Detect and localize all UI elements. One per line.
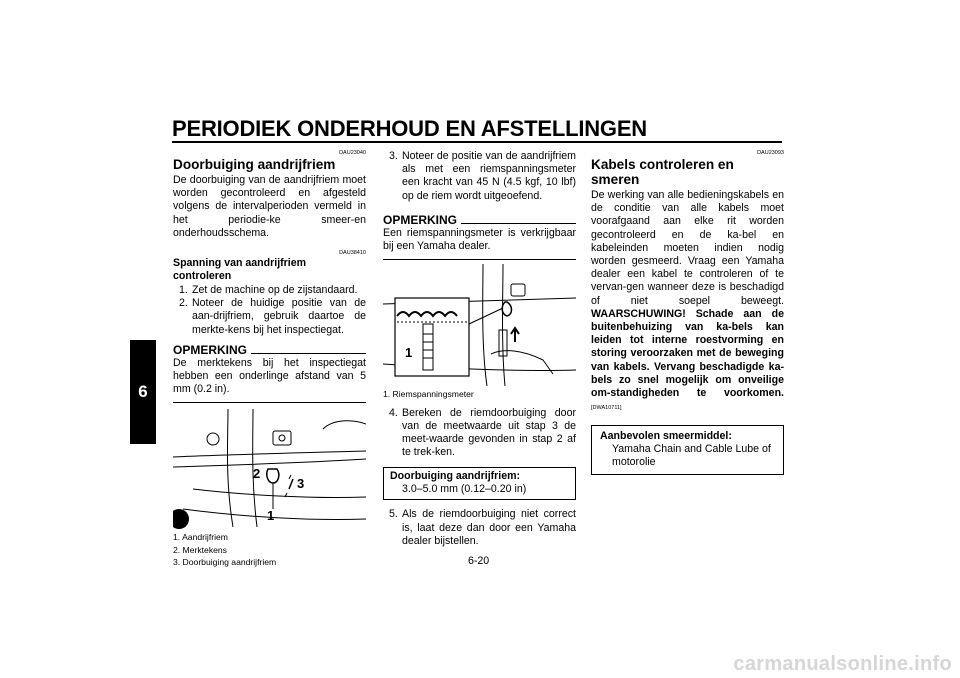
cable-paragraph [591, 189, 784, 415]
note-end-rule [173, 402, 366, 403]
list-item [173, 297, 366, 337]
figure-label-2: 2 [253, 466, 261, 482]
spec-value: 3.0–5.0 mm (0.12–0.20 in) [402, 483, 527, 496]
subsection-heading: Spanning van aandrijfriem controleren [173, 257, 307, 283]
tension-gauge-figure [383, 264, 576, 386]
figure-caption: 1. Riemspanningsmeter [383, 389, 474, 400]
list-item [383, 150, 576, 203]
step-text: Bereken de riemdoorbuiging door van de meetwaarde uit stap 3 de meet-waarde gevonden in stap 2 af te trek-ken. [402, 406, 576, 459]
step-text: Noteer de huidige positie van de aan-drijfriem, gebruik daartoe de merkte-kens bij het inspectiegat. [192, 297, 366, 336]
section-heading: Kabels controleren en smeren [591, 157, 734, 187]
watermark: carmanualsonline.info [733, 653, 952, 675]
column-1 [173, 150, 366, 569]
cable-body: De werking van alle bedieningskabels en de conditie van alle kabels moet voorafgaand aan elke rit worden gecontroleerd en de ka-bel en kabeleinden moeten indien nodig worden gesmeerd. Vraag een Yamaha dealer een kabel te controleren of te vervan-gen wanneer deze is beschadigd of niet soepel beweegt. [591, 189, 784, 307]
intro-paragraph: De doorbuiging van de aandrijfriem moet worden gecontroleerd en afgesteld volgens de intervalperioden vermeld in het periodie-ke smeer-en onderhoudsschema. [173, 174, 366, 239]
caption: 2. Merktekens [173, 544, 227, 555]
step-list [173, 284, 366, 337]
subsection-code: DAU38410 [339, 250, 366, 257]
spec-title: Doorbuiging aandrijfriem: [390, 470, 521, 483]
belt-figure [173, 409, 366, 529]
tension-gauge-illustration [383, 264, 576, 386]
page-title: PERIODIEK ONDERHOUD EN AFSTELLINGEN [172, 116, 647, 141]
note-rule [251, 353, 366, 354]
figure-label-1: 1 [267, 508, 275, 524]
lubricant-title: Aanbevolen smeermiddel: [600, 430, 732, 443]
caption: 1. Aandrijfriem [173, 532, 228, 543]
title-rule [172, 141, 782, 143]
lubricant-value: Yamaha Chain and Cable Lube of motorolie [612, 443, 771, 469]
step-text: Als de riemdoorbuiging niet correct is, laat deze dan door een Yamaha dealer bijstellen. [402, 508, 576, 547]
list-item [173, 284, 366, 297]
note-text: Een riemspanningsmeter is verkrijgbaar bij een Yamaha dealer. [383, 226, 576, 253]
list-item [383, 407, 576, 460]
step-number: 3. [389, 150, 398, 162]
step-text: Zet de machine op de zijstandaard. [192, 284, 358, 297]
step-list [383, 508, 576, 548]
note-heading [173, 343, 366, 357]
note-label: OPMERKING [383, 212, 458, 227]
note-rule [461, 223, 576, 224]
caption: 3. Doorbuiging aandrijfriem [173, 557, 277, 568]
chapter-tab: 6 [130, 340, 156, 444]
step-list [383, 150, 576, 203]
column-3 [591, 150, 784, 475]
list-item [383, 508, 576, 548]
lubricant-box [591, 425, 784, 475]
figure-label-3: 3 [297, 476, 305, 492]
page-number: 6-20 [468, 555, 490, 567]
warning-code: [DWA10711] [591, 405, 622, 412]
step-list [383, 407, 576, 460]
spec-box [383, 467, 576, 500]
step-number: 4. [389, 406, 398, 419]
note-end-rule [383, 259, 576, 260]
step-number: 5. [389, 508, 398, 521]
step-number: 1. [179, 284, 188, 297]
step-number: 2. [179, 297, 188, 310]
note-text: De merktekens bij het inspectiegat hebben een onderlinge afstand van 5 mm (0.2 in). [173, 356, 366, 396]
figure-captions [173, 531, 366, 568]
note-heading [383, 213, 576, 227]
step-text: Noteer de positie van de aandrijfriem als met een riemspanningsmeter een kracht van 45 N (4.5 kgf, 10 lbf) op de riem wordt uitgeoefend. [402, 150, 576, 202]
section-heading: Doorbuiging aandrijfriem [173, 157, 336, 172]
section-code: DAU23093 [757, 150, 784, 156]
section-code: DAU23040 [339, 150, 366, 156]
note-label: OPMERKING [173, 342, 248, 357]
warning-text: WAARSCHUWING! Schade aan de buitenbehuizing van ka-bels kan leiden tot interne roestvorming en storing veroorzaken met de beweging van kabels. Vervang beschadigde ka-bels zo snel mogelijk om onveilige om-standigheden te voorkomen. [591, 307, 784, 400]
figure-label-1: 1 [405, 345, 413, 361]
column-2 [383, 150, 576, 548]
